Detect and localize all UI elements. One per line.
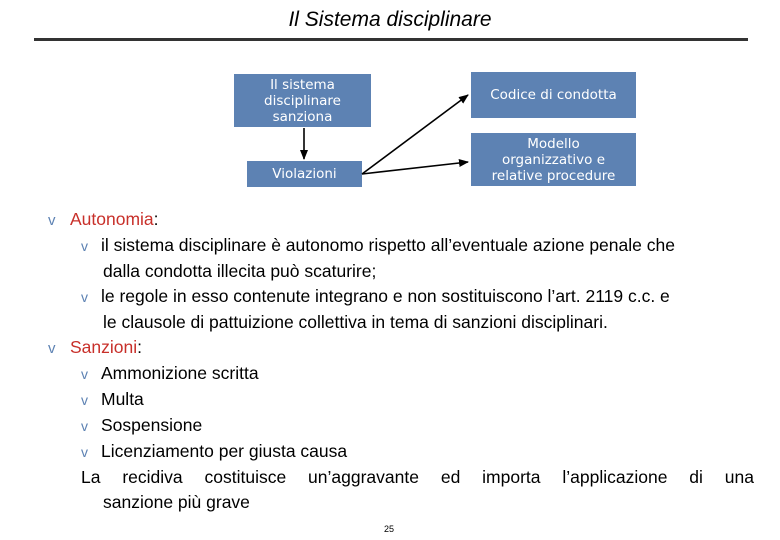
diamond-bullet-icon: v	[81, 444, 88, 460]
autonomia-heading: Autonomia	[70, 209, 154, 229]
list-item	[48, 284, 754, 310]
sanzione-sospensione: Sospensione	[101, 415, 203, 435]
diagram-box-sistema-label: Il sistema disciplinare sanziona	[264, 76, 341, 125]
diagram-box-violazioni-label: Violazioni	[272, 166, 337, 182]
diamond-bullet-icon: v	[81, 289, 88, 305]
sanzione-ammonizione: Ammonizione scritta	[101, 363, 259, 383]
arrow-violazioni-to-codice	[362, 95, 468, 174]
recidiva-line-2: sanzione più grave	[103, 492, 250, 512]
page-number: 25	[384, 524, 395, 534]
diamond-bullet-icon: v	[81, 366, 88, 382]
autonomia-item-1-line-1: il sistema disciplinare è autonomo rispetto all’eventuale azione penale che	[101, 235, 675, 255]
sanzioni-heading: Sanzioni	[70, 337, 138, 357]
list-item	[48, 387, 754, 413]
diagram-arrows	[0, 0, 780, 230]
list-item	[48, 361, 754, 387]
diamond-bullet-icon: v	[81, 392, 88, 408]
autonomia-item-2-line-2: le clausole di pattuizione collettiva in tema di sanzioni disciplinari.	[103, 312, 608, 332]
list-item	[48, 413, 754, 439]
autonomia-item-2-line-1: le regole in esso contenute integrano e non sostituiscono l’art. 2119 c.c. e	[101, 286, 670, 306]
list-item	[48, 439, 754, 465]
autonomia-item-1-line-2: dalla condotta illecita può scaturire;	[103, 261, 377, 281]
diamond-bullet-icon: v	[81, 418, 88, 434]
autonomia-colon: :	[153, 209, 159, 229]
diagram-box-modello-label: Modello organizzativo e relative procedure	[491, 135, 616, 184]
diamond-bullet-icon: v	[81, 238, 88, 254]
diamond-bullet-icon: v	[48, 340, 56, 357]
sanzione-licenziamento: Licenziamento per giusta causa	[101, 441, 348, 461]
sanzione-multa: Multa	[101, 389, 144, 409]
list-item	[48, 233, 754, 259]
sanzioni-colon: :	[137, 337, 143, 357]
section-sanzioni	[48, 335, 754, 361]
section-autonomia	[48, 207, 754, 233]
page-title: Il Sistema disciplinare	[288, 8, 492, 31]
content-body	[48, 207, 754, 515]
diamond-bullet-icon: v	[48, 212, 56, 229]
diagram-box-codice-label: Codice di condotta	[490, 87, 617, 103]
arrow-violazioni-to-modello	[362, 162, 468, 174]
recidiva-line-1: La recidiva costituisce un’aggravante ed importa l’applicazione di una	[81, 467, 754, 487]
